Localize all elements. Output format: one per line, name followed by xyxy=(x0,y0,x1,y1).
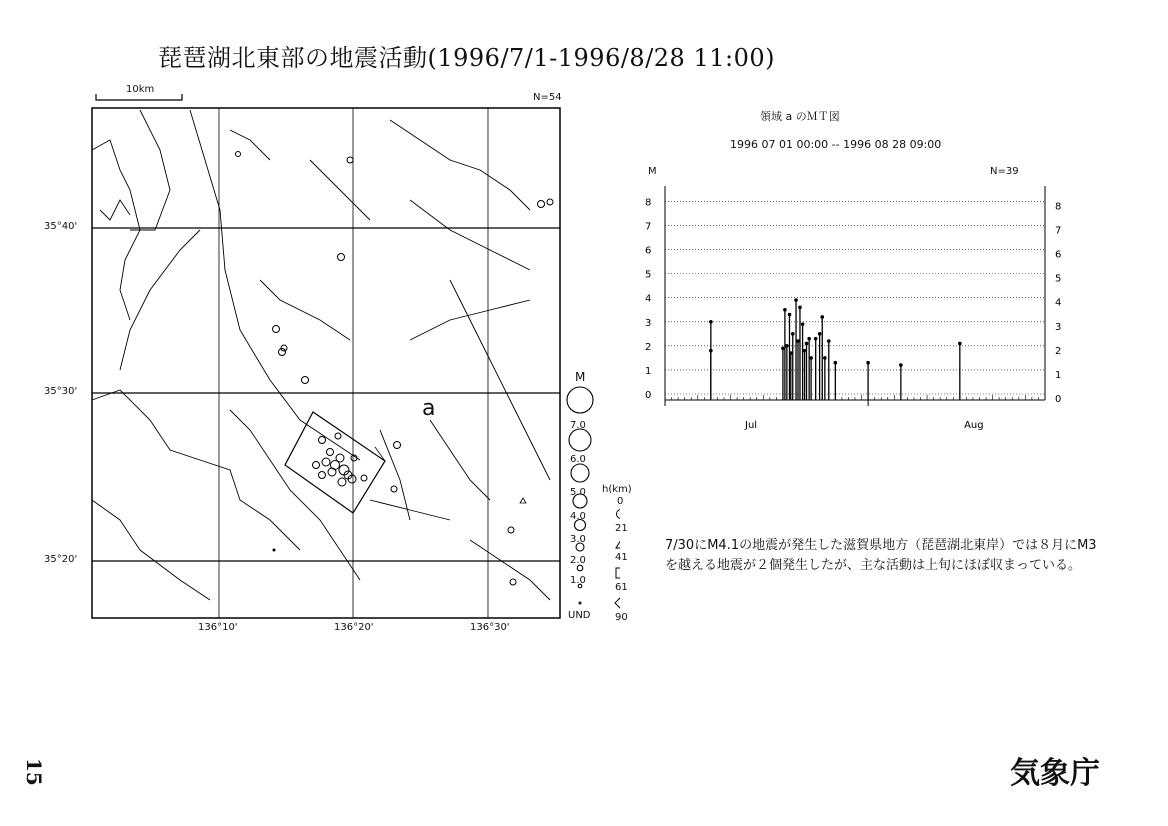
mt-event-point xyxy=(834,361,838,365)
mt-event-point xyxy=(827,339,831,343)
mt-event-point xyxy=(796,339,800,343)
region-label: a xyxy=(422,396,436,421)
mt-event-point xyxy=(709,320,713,324)
mt-y-tick-right: 1 xyxy=(1055,369,1062,381)
lat-label-20: 35°20' xyxy=(44,554,78,565)
epicenters xyxy=(236,152,554,586)
mt-y-tick-right: 6 xyxy=(1055,249,1062,261)
mt-event-point xyxy=(709,349,713,353)
mt-event-point xyxy=(820,315,824,319)
depth-legend-90: 90 xyxy=(615,612,628,623)
mt-x-tick-label: Jul xyxy=(745,420,758,431)
lat-label-30: 35°30' xyxy=(44,386,78,397)
mt-event-point xyxy=(783,308,787,312)
mt-y-tick-right: 3 xyxy=(1055,321,1062,333)
mt-y-tick-left: 1 xyxy=(645,365,652,377)
map-frame xyxy=(92,108,560,618)
scale-label: 10km xyxy=(126,84,155,95)
map-canvas xyxy=(30,80,620,640)
mt-event-point xyxy=(814,337,818,341)
mt-y-tick-left: 3 xyxy=(645,317,652,329)
mag-legend-1: 1.0 xyxy=(570,575,586,586)
mt-event-point xyxy=(781,346,785,350)
mag-legend-3: 3.0 xyxy=(570,534,586,545)
mag-legend-und: UND xyxy=(568,610,591,621)
mt-y-tick-left: 5 xyxy=(645,269,652,281)
mt-event-point xyxy=(801,322,805,326)
mag-legend-5: 5.0 xyxy=(570,487,586,498)
activity-note: 7/30にM4.1の地震が発生した滋賀県地方（琵琶湖北東岸）では８月にM3を越える地震が２個発生したが、主な活動は上旬にほぼ収まっている。 xyxy=(665,538,1097,573)
mag-legend-2: 2.0 xyxy=(570,555,586,566)
mt-event-point xyxy=(789,351,793,355)
lon-label-10: 136°10' xyxy=(198,622,238,633)
mt-count: N=39 xyxy=(990,166,1019,177)
mt-y-tick-left: 0 xyxy=(645,390,652,401)
mt-event-point xyxy=(791,332,795,336)
depth-legend-title: h(km) xyxy=(602,484,632,495)
lon-label-30: 136°30' xyxy=(470,622,510,633)
page-title: 琵琶湖北東部の地震活動(1996/7/1-1996/8/28 11:00) xyxy=(158,44,775,72)
mt-y-tick-right: 2 xyxy=(1055,345,1062,357)
epicenter-map xyxy=(30,80,632,640)
mt-event-point xyxy=(785,344,789,348)
mt-y-tick-left: 4 xyxy=(645,293,652,305)
map-features xyxy=(92,110,550,600)
mt-event-point xyxy=(818,332,822,336)
page-number: 15 xyxy=(22,758,46,786)
mt-y-tick-left: 2 xyxy=(645,341,652,353)
mt-y-axis-label: M xyxy=(648,166,657,177)
mag-legend-6: 6.0 xyxy=(570,454,586,465)
mt-event-point xyxy=(805,342,809,346)
mt-y-tick-right: 4 xyxy=(1055,297,1062,309)
mt-chart-title: 領域 a のＭＴ図 xyxy=(760,110,840,123)
depth-legend-0: 0 xyxy=(617,496,624,507)
mag-legend-title: M xyxy=(575,370,586,384)
mt-chart xyxy=(620,160,1090,450)
lon-label-20: 136°20' xyxy=(334,622,374,633)
mt-event-point xyxy=(803,349,807,353)
mt-x-tick-label: Aug xyxy=(964,420,984,431)
mt-event-point xyxy=(899,363,903,367)
mt-event-point xyxy=(798,306,802,310)
mt-y-tick-right: 5 xyxy=(1055,273,1062,285)
agency-name: 気象庁 xyxy=(1010,756,1100,791)
mt-event-point xyxy=(958,342,962,346)
mt-y-tick-left: 7 xyxy=(645,221,652,233)
mt-event-point xyxy=(823,356,827,360)
mt-y-tick-left: 6 xyxy=(645,245,652,257)
mt-event-point xyxy=(794,298,798,302)
lat-label-40: 35°40' xyxy=(44,221,78,232)
depth-legend-21: 21 xyxy=(615,523,628,534)
mt-chart-svg xyxy=(620,160,1090,450)
mag-legend-4: 4.0 xyxy=(570,511,586,522)
mt-chart-range: 1996 07 01 00:00 -- 1996 08 28 09:00 xyxy=(730,138,942,151)
event-count: N=54 xyxy=(533,92,562,103)
mag-legend-7: 7.0 xyxy=(570,420,586,431)
mt-y-tick-right: 8 xyxy=(1055,201,1062,213)
mt-event-point xyxy=(866,361,870,365)
mt-y-tick-right: 0 xyxy=(1055,394,1062,405)
depth-legend-61: 61 xyxy=(615,582,628,593)
region-a-box xyxy=(285,412,385,513)
mt-event-point xyxy=(809,356,813,360)
depth-legend-41: 41 xyxy=(615,552,628,563)
mt-y-tick-left: 8 xyxy=(645,197,652,209)
mt-event-point xyxy=(788,313,792,317)
mt-event-point xyxy=(807,337,811,341)
mt-y-tick-right: 7 xyxy=(1055,225,1062,237)
